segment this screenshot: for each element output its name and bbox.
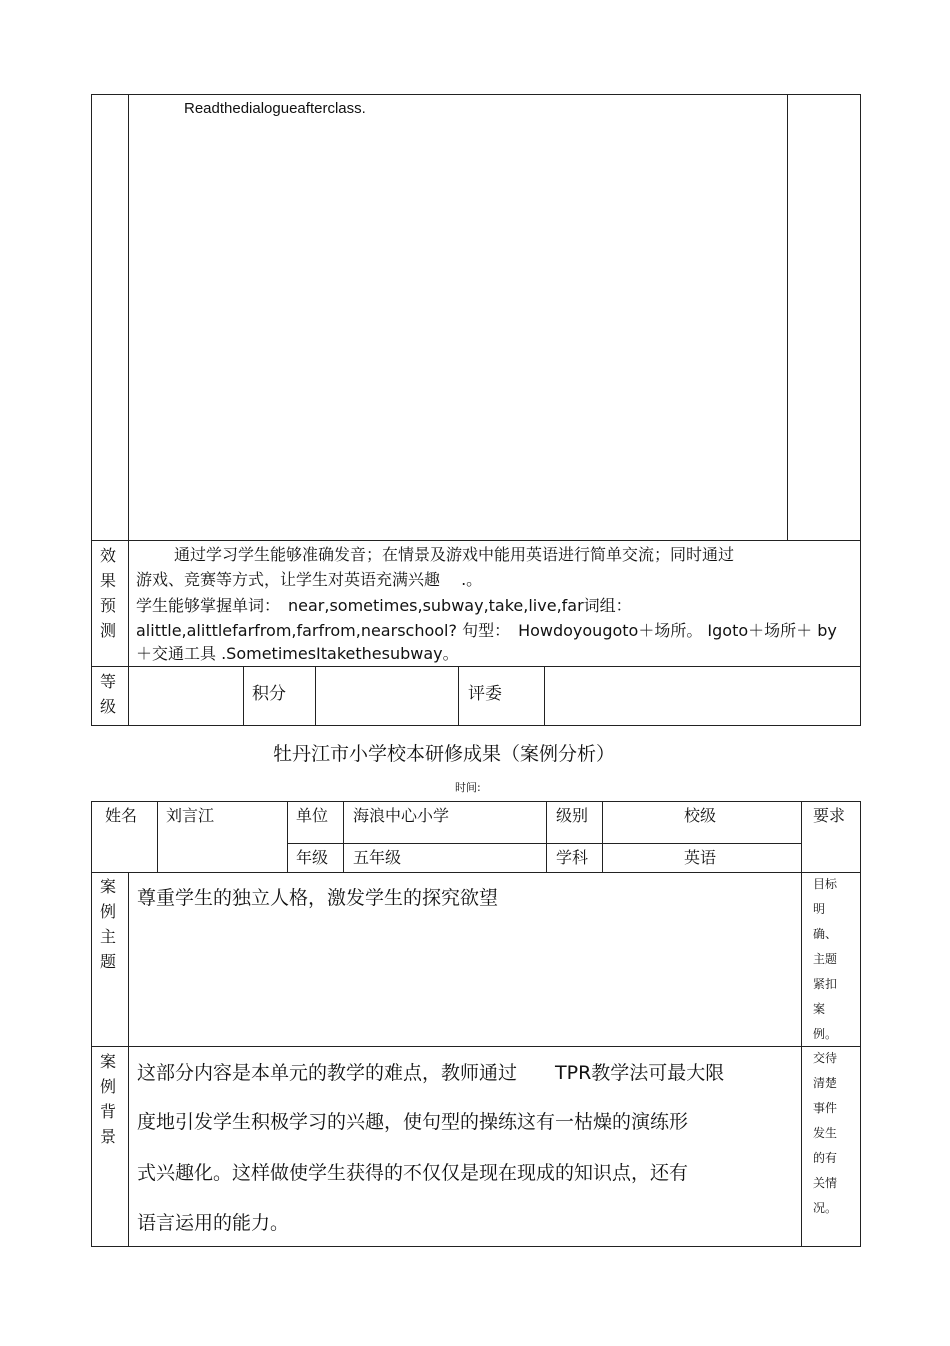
case-table-col-line: [343, 801, 344, 873]
case-table-col-line: [157, 801, 158, 873]
judge-label: 评委: [468, 684, 502, 704]
lesson-table-col-line: [315, 666, 316, 726]
case-table-col-line: [801, 801, 802, 1247]
lesson-table-row-line: [91, 540, 861, 541]
time-label: 时间:: [455, 781, 481, 794]
lesson-table-col-line: [458, 666, 459, 726]
background-requirement-note: 交待 清楚 事件 发生 的有 关情 况。: [813, 1051, 838, 1215]
case-table-row-line: [91, 872, 861, 873]
page-title: 牡丹江市小学校本研修成果（案例分析）: [273, 743, 616, 765]
background-text-line: 这部分内容是本单元的教学的难点，教师通过 TPR教学法可最大限: [137, 1062, 725, 1084]
background-label: 案 例 背 景: [99, 1052, 116, 1146]
background-text-line: 语言运用的能力。: [137, 1212, 290, 1234]
case-table-col-line: [128, 872, 129, 1247]
case-table-row-line: [91, 1046, 861, 1047]
subject-value: 英语: [684, 848, 717, 867]
subject-label: 学科: [556, 848, 589, 867]
lesson-table-col-line: [544, 666, 545, 726]
case-table-col-line: [287, 801, 288, 873]
lesson-table-col-line: [243, 666, 244, 726]
theme-text: 尊重学生的独立人格，激发学生的探究欲望: [137, 887, 499, 909]
lesson-table-col-line: [787, 94, 788, 541]
effect-text-line: 游戏、竞赛等方式，让学生对英语充满兴趣 .。: [136, 570, 483, 589]
grade-year-value: 五年级: [353, 848, 402, 867]
theme-label: 案 例 主 题: [99, 877, 116, 971]
score-label: 积分: [252, 684, 286, 704]
lesson-table-col-line: [128, 94, 129, 726]
case-table-col-line: [546, 801, 547, 873]
unit-label: 单位: [296, 806, 329, 825]
background-text-line: 度地引发学生积极学习的兴趣，使句型的操练这有一枯燥的演练形: [137, 1111, 689, 1133]
effect-text-line: alittle,alittlefarfrom,farfrom,nearschool? 句型： Howdoyougoto＋场所。 Igoto＋场所＋ by: [136, 621, 837, 640]
homework-text: Readthedialogueafterclass.: [184, 100, 366, 117]
effect-text-line: 学生能够掌握单词： near,sometimes,subway,take,live,far词组：: [136, 596, 632, 615]
level-value: 校级: [684, 806, 717, 825]
effect-label: 效 果 预 测: [99, 546, 116, 640]
lesson-table-row-line: [91, 666, 861, 667]
name-label: 姓名: [105, 806, 138, 825]
level-label: 级别: [556, 806, 589, 825]
case-table-row-line: [287, 843, 802, 844]
grade-year-label: 年级: [296, 848, 329, 867]
unit-value: 海浪中心小学: [353, 806, 450, 825]
case-table-col-line: [602, 801, 603, 873]
grade-label: 等 级: [99, 672, 116, 716]
theme-requirement-note: 目标 明 确、 主题 紧扣 案 例。: [813, 877, 838, 1041]
effect-text-line: 通过学习学生能够准确发音；在情景及游戏中能用英语进行简单交流；同时通过: [174, 545, 735, 564]
name-value: 刘言江: [166, 806, 215, 825]
effect-text-line: ＋交通工具 .SometimesItakethesubway。: [136, 644, 459, 663]
requirement-label: 要求: [813, 806, 846, 825]
background-text-line: 式兴趣化。这样做使学生获得的不仅仅是现在现成的知识点，还有: [137, 1162, 689, 1184]
